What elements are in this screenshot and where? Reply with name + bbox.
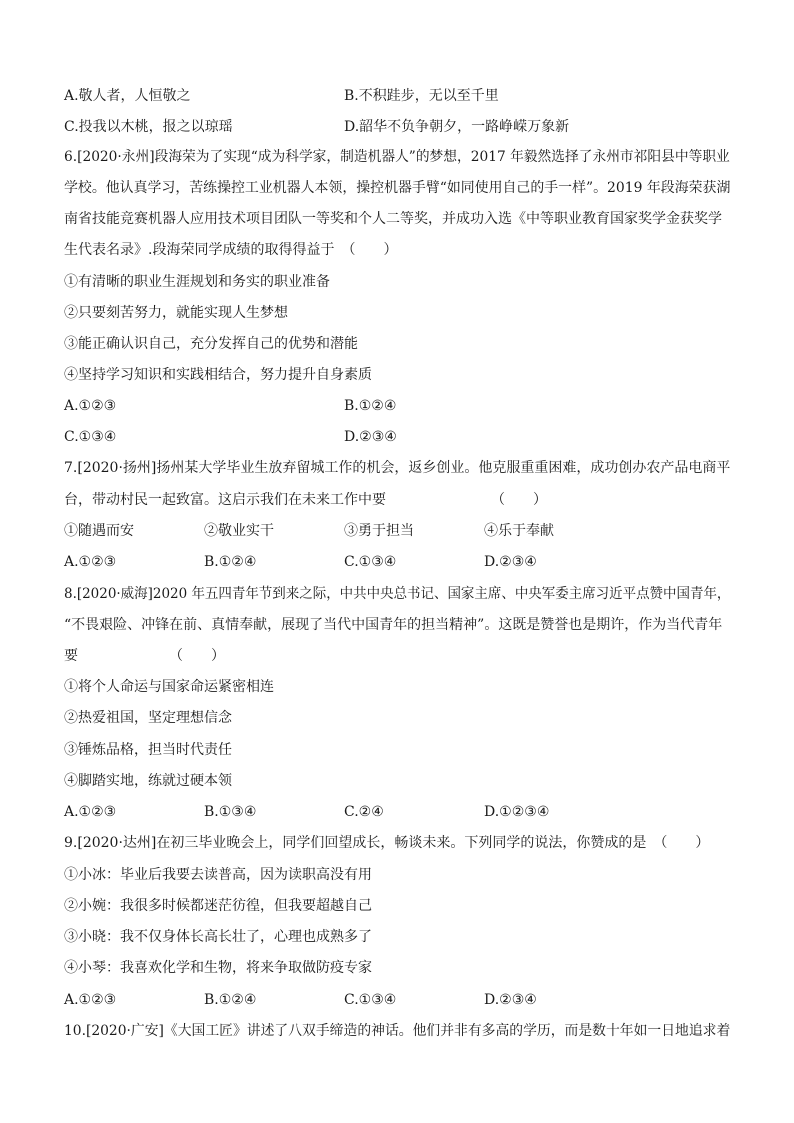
q10-stem-line-1: 10.[2020·广安]《大国工匠》讲述了八双手缔造的神话。他们并非有多高的学历，而是数十年如一日地追求着: [64, 1023, 731, 1039]
q9-option-b: B.①②④: [204, 992, 257, 1008]
q5-option-c: C.投我以木桃，报之以琼瑶: [64, 119, 233, 135]
q9-item-4: ④小琴：我喜欢化学和生物，将来争取做防疫专家: [64, 960, 372, 976]
q8-item-3: ③锤炼品格，担当时代责任: [64, 742, 232, 758]
q9-item-1: ①小冰：毕业后我要去读普高，因为读职高没有用: [64, 867, 372, 883]
q7-stem-line-1: 7.[2020·扬州]扬州某大学毕业生放弃留城工作的机会，返乡创业。他克服重重困难，成功创办农产品电商平: [64, 460, 731, 476]
q8-stem-line-3: 要 （ ）: [64, 648, 225, 664]
q7-option-d: D.②③④: [484, 554, 537, 570]
q7-item-3: ③勇于担当: [344, 523, 414, 539]
q9-item-2: ②小婉：我很多时候都迷茫彷徨，但我要超越自己: [64, 898, 372, 914]
q5-option-d: D.韶华不负争朝夕，一路峥嵘万象新: [344, 119, 570, 135]
q8-item-1: ①将个人命运与国家命运紧密相连: [64, 679, 274, 695]
q6-stem-line-1: 6.[2020·永州]段海荣为了实现“成为科学家，制造机器人”的梦想，2017 年毅然选择了永州市祁阳县中等职业: [64, 149, 730, 165]
q8-option-d: D.①②③④: [484, 804, 550, 820]
q5-option-b: B.不积跬步，无以至千里: [344, 88, 499, 104]
q8-stem-line-2: “不畏艰险、冲锋在前、真情奉献，展现了当代中国青年的担当精神”。这既是赞誉也是期许，作为当代青年: [64, 617, 723, 633]
q6-item-1: ①有清晰的职业生涯规划和务实的职业准备: [64, 274, 330, 290]
q6-option-a: A.①②③: [64, 398, 117, 414]
q7-item-4: ④乐于奉献: [484, 523, 554, 539]
q7-option-c: C.①③④: [344, 554, 397, 570]
q9-stem-line-1: 9.[2020·达州]在初三毕业晚会上，同学们回望成长，畅谈未来。下列同学的说法，你赞成的是 （ ）: [64, 835, 710, 851]
q7-option-b: B.①②④: [204, 554, 257, 570]
q5-options-row-2: [64, 117, 570, 137]
q6-item-2: ②只要刻苦努力，就能实现人生梦想: [64, 305, 288, 321]
q6-options-row-1: [64, 396, 397, 416]
q9-item-3: ③小晓：我不仅身体长高长壮了，心理也成熟多了: [64, 929, 372, 945]
q5-options-row-1: [64, 86, 499, 106]
q8-option-b: B.①③④: [204, 804, 257, 820]
q6-options-row-2: [64, 427, 397, 447]
q6-item-3: ③能正确认识自己，充分发挥自己的优势和潜能: [64, 336, 358, 352]
q8-option-a: A.①②③: [64, 804, 117, 820]
q6-stem-line-2: 学校。他认真学习，苦练操控工业机器人本领，操控机器手臂“如同使用自己的手一样”。2019 年段海荣获湖: [64, 180, 731, 196]
q9-option-d: D.②③④: [484, 992, 537, 1008]
q7-item-2: ②敬业实干: [204, 523, 274, 539]
q7-stem-line-2: 台，带动村民一起致富。这启示我们在未来工作中要 （ ）: [64, 492, 547, 508]
q8-stem-line-1: 8.[2020·威海]2020 年五四青年节到来之际，中共中央总书记、国家主席、中央军委主席习近平点赞中国青年，: [64, 586, 731, 602]
q8-item-4: ④脚踏实地，练就过硬本领: [64, 773, 232, 789]
q6-option-c: C.①③④: [64, 429, 117, 445]
q9-option-a: A.①②③: [64, 992, 117, 1008]
q9-options-row: [64, 990, 537, 1010]
q6-item-4: ④坚持学习知识和实践相结合，努力提升自身素质: [64, 367, 372, 383]
q6-option-b: B.①②④: [344, 398, 397, 414]
q7-items-row: [64, 521, 554, 541]
q8-options-row: [64, 802, 550, 822]
q6-stem-line-3: 南省技能竞赛机器人应用技术项目团队一等奖和个人二等奖，并成功入选《中等职业教育国家奖学金获奖学: [64, 211, 722, 227]
q6-stem-line-4: 生代表名录》.段海荣同学成绩的取得得益于 （ ）: [64, 242, 398, 258]
q5-option-a: A.敬人者，人恒敬之: [64, 88, 191, 104]
q9-option-c: C.①③④: [344, 992, 397, 1008]
q8-option-c: C.②④: [344, 804, 384, 820]
q8-item-2: ②热爱祖国，坚定理想信念: [64, 710, 232, 726]
q7-options-row: [64, 552, 537, 572]
q7-item-1: ①随遇而安: [64, 523, 134, 539]
q6-option-d: D.②③④: [344, 429, 397, 445]
q7-option-a: A.①②③: [64, 554, 117, 570]
